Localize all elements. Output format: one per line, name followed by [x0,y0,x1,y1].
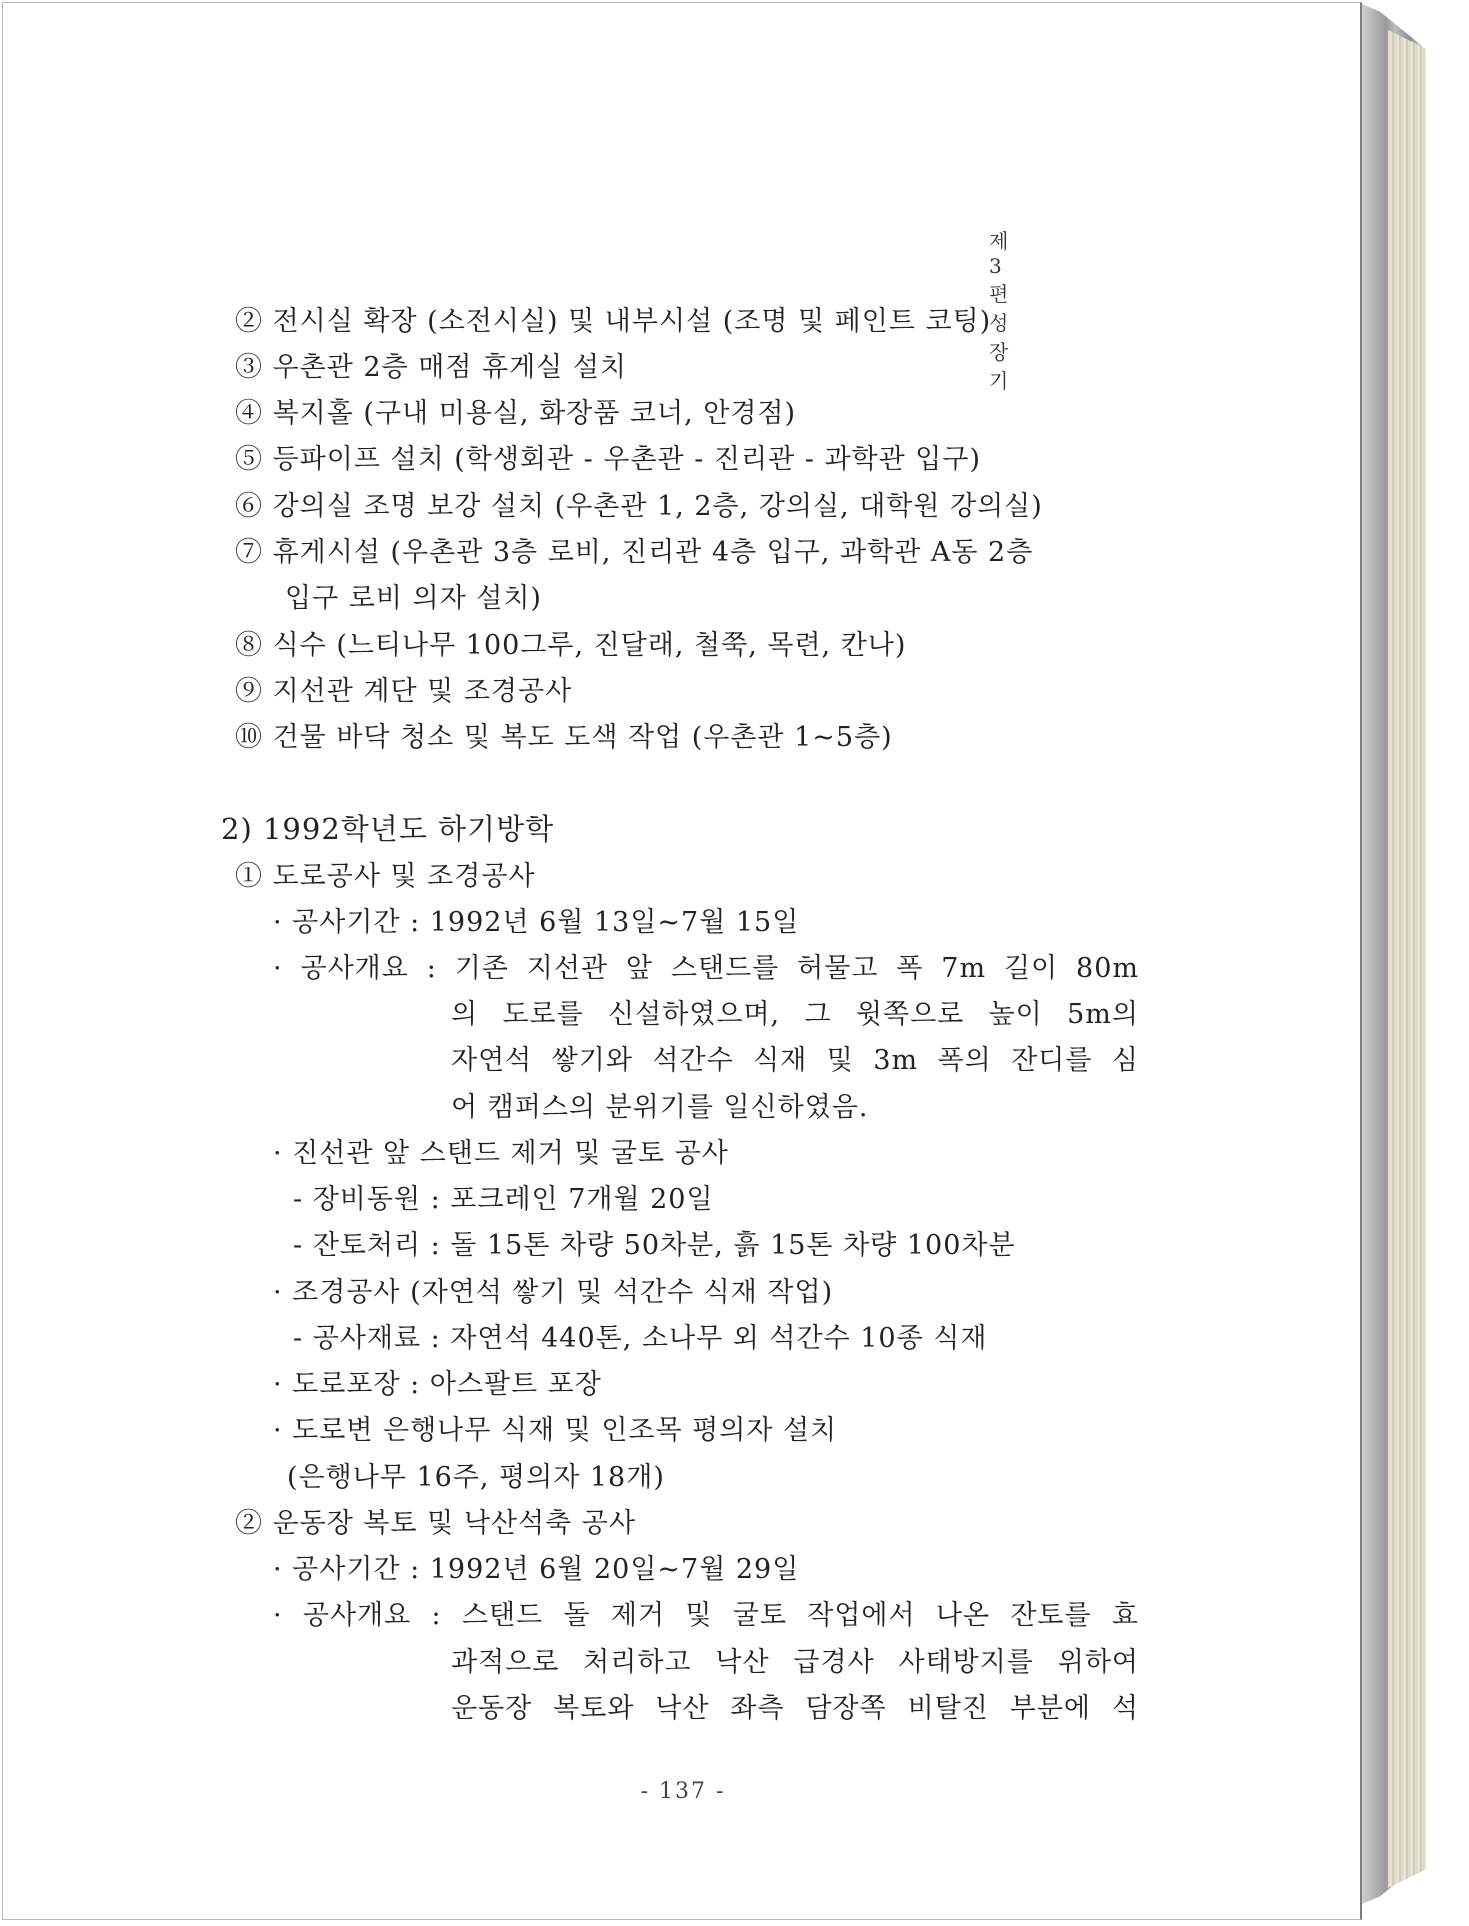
list-item: ⑩ 건물 바닥 청소 및 복도 도색 작업 (우촌관 1~5층) [235,722,893,753]
list-item: · 공사기간 : 1992년 6월 13일~7월 15일 [273,907,800,938]
list-item: · 조경공사 (자연석 쌓기 및 석간수 식재 작업) [273,1277,834,1308]
list-item: · 공사개요 : 스탠드 돌 제거 및 굴토 작업에서 나온 잔토를 효 [273,1600,1139,1631]
paragraph-line: 자연석 쌓기와 석간수 식재 및 3m 폭의 잔디를 심 [451,1045,1139,1076]
list-item: ⑦ 휴게시설 (우촌관 3층 로비, 진리관 4층 입구, 과학관 A동 2층 [235,537,1034,568]
list-item: · 공사기간 : 1992년 6월 20일~7월 29일 [273,1554,800,1585]
list-item: · 도로포장 : 아스팔트 포장 [273,1369,602,1400]
list-item: ② 전시실 확장 (소전시실) 및 내부시설 (조명 및 페인트 코팅) [235,306,992,337]
list-item: ⑥ 강의실 조명 보강 설치 (우촌관 1, 2층, 강의실, 대학원 강의실) [235,491,1043,522]
list-item: ④ 복지홀 (구내 미용실, 화장품 코너, 안경점) [235,398,797,429]
list-item: ⑤ 등파이프 설치 (학생회관 - 우촌관 - 진리관 - 과학관 입구) [235,444,981,475]
list-item: · 도로변 은행나무 식재 및 인조목 평의자 설치 [273,1415,838,1446]
list-item: ③ 우촌관 2층 매점 휴게실 설치 [235,352,627,383]
list-item: ⑧ 식수 (느티나무 100그루, 진달래, 철쭉, 목련, 칸나) [235,630,907,661]
page-edges [1388,30,1426,1888]
subsection-heading: ① 도로공사 및 조경공사 [235,861,536,892]
list-item-continuation: (은행나무 16주, 평의자 18개) [287,1462,665,1493]
paragraph-line: 의 도로를 신설하였으며, 그 윗쪽으로 높이 5m의 [451,999,1139,1030]
subsection-heading: ② 운동장 복토 및 낙산석축 공사 [235,1508,636,1539]
list-item: ⑨ 지선관 계단 및 조경공사 [235,676,573,707]
paragraph-line: 과적으로 처리하고 낙산 급경사 사태방지를 위하여 [451,1647,1139,1678]
paragraph-line: 어 캠퍼스의 분위기를 일신하였음. [451,1092,869,1123]
sub-list-item: - 잔토처리 : 돌 15톤 차량 50차분, 흙 15톤 차량 100차분 [293,1230,1016,1261]
sub-list-item: - 공사재료 : 자연석 440톤, 소나무 외 석간수 10종 식재 [293,1323,988,1354]
sub-list-item: - 장비동원 : 포크레인 7개월 20일 [293,1184,714,1215]
list-item-continuation: 입구 로비 의자 설치) [285,583,542,614]
paragraph-line: 운동장 복토와 낙산 좌측 담장쪽 비탈진 부분에 석 [451,1693,1139,1724]
page-number: - 137 - [640,1779,726,1804]
list-item: · 공사개요 : 기존 지선관 앞 스탠드를 허물고 폭 7m 길이 80m [273,953,1139,984]
list-item: · 진선관 앞 스탠드 제거 및 굴토 공사 [273,1138,729,1169]
document-page: 제3편 성장기 ② 전시실 확장 (소전시실) 및 내부시설 (조명 및 페인트 코팅) ③ 우촌관 2층 매점 휴게실 설치 ④ 복지홀 (구내 미용실, 화장품 코너, 안경점) ⑤ 등파이프 설치 (학생회관 - 우촌관 - 진리관 - 과학관 입구) ⑥ 강의실 조명 보강 설치 (우촌관 1, 2층, 강의실, 대학원 강의실) ⑦ 휴게시설 (우촌관 3층 로비, 진리관 4층 입구, 과학관 A동 2층 입구 로비 의자 설치) ⑧ 식수 (느티나무 100그루, 진달래, 철쭉, 목련, 칸나) ⑨ 지선관 계단 및 조경공사 ⑩ 건물 바닥 청소 및 복도 도색 작업 (우촌관 1~5층) 2) 1992학년도 하기방학 ① 도로공사 및 조경공사 · 공사기간 : 1992년 6월 13일~7월 15일 · 공사개요 : 기존 지선관 앞 스탠드를 허물고 폭 7m 길이 80m 의 도로를 신설하였으며, 그 윗쪽으로 높이 5m의 자연석 쌓기와 석간수 식재 및 3m 폭의 잔디를 심 어 캠퍼스의 분위기를 일신하였음. · 진선관 앞 스탠드 제거 및 굴토 공사 - 장비동원 : 포크레인 7개월 20일 - 잔토처리 : 돌 15톤 차량 50차분, 흙 15톤 차량 100차분 · 조경공사 (자연석 쌓기 및 석간수 식재 작업) - 공사재료 : 자연석 440톤, 소나무 외 석간수 10종 식재 · 도로포장 : 아스팔트 포장 · 도로변 은행나무 식재 및 인조목 평의자 설치 (은행나무 16주, 평의자 18개) ② 운동장 복토 및 낙산석축 공사 · 공사기간 : 1992년 6월 20일~7월 29일 · 공사개요 : 스탠드 돌 제거 및 굴토 작업에서 나온 잔토를 효 과적으로 처리하고 낙산 급경사 사태방지를 위하여 운동장 복토와 낙산 좌측 담장쪽 비탈진 부분에 석 - 137 - [2,2,1362,1920]
section-heading: 2) 1992학년도 하기방학 [221,812,555,846]
